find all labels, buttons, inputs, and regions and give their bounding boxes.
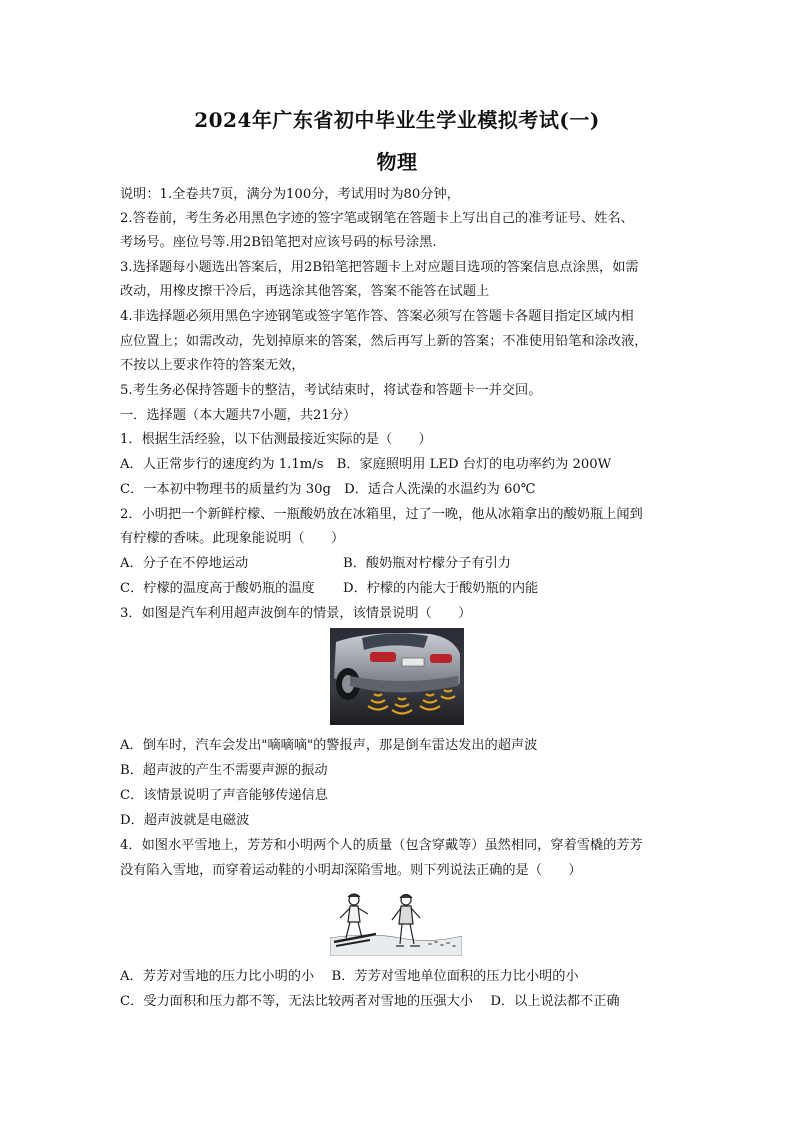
section-heading: 一．选择题（本大题共7小题，共21分） [120, 408, 357, 423]
question-3-option-b: B．超声波的产生不需要声源的振动 [120, 763, 328, 778]
question-4-stem: 没有陷入雪地，而穿着运动鞋的小明却深陷雪地。则下列说法正确的是（ ） [120, 863, 582, 878]
instruction-line: 3.选择题每小题选出答案后，用2B铅笔把答题卡上对应题目选项的答案信息点涂黑，如需 [120, 260, 639, 275]
instruction-line: 考场号。座位号等.用2B铅笔把对应该号码的标号涂黑. [120, 235, 437, 250]
question-2-option-d: D．柠檬的内能大于酸奶瓶的内能 [343, 581, 539, 596]
question-3-option-a: A．倒车时，汽车会发出"嘀嘀嘀"的警报声，那是倒车雷达发出的超声波 [120, 738, 538, 753]
car-reversing-image [330, 628, 464, 725]
question-2-option-a: A．分子在不停地运动 [120, 556, 249, 571]
question-4-stem: 4．如图水平雪地上，芳芳和小明两个人的质量（包含穿戴等）虽然相同，穿着雪橇的芳芳 [120, 838, 643, 853]
question-1-stem: 1．根据生活经验，以下估测最接近实际的是（ ） [120, 432, 432, 447]
car-ultrasonic-figure [330, 628, 464, 725]
instruction-line: 2.答卷前，考生务必用黑色字迹的签字笔或钢笔在答题卡上写出自己的准考证号、姓名、 [120, 211, 634, 226]
instruction-line: 4.非选择题必须用黑色字迹钢笔或签字笔作答、答案必须写在答题卡各题目指定区域内相 [120, 309, 634, 324]
question-2-stem: 有柠檬的香味。此现象能说明（ ） [120, 531, 345, 546]
question-1-options: A．人正常步行的速度约为 1.1m/s B．家庭照明用 LED 台灯的电功率约为 200W [120, 457, 612, 472]
question-2-option-b: B．酸奶瓶对柠檬分子有引力 [343, 556, 511, 571]
question-3-stem: 3．如图是汽车利用超声波倒车的情景，该情景说明（ ） [120, 606, 472, 621]
snow-scene-image [330, 888, 462, 956]
instruction-line: 改动，用橡皮擦干冷后，再选涂其他答案，答案不能答在试题上 [120, 284, 490, 299]
instruction-line: 不按以上要求作符的答案无效， [120, 358, 305, 373]
snow-figure [330, 888, 462, 956]
question-2-option-c: C．柠檬的温度高于酸奶瓶的温度 [120, 581, 315, 596]
question-4-options: A．芳芳对雪地的压力比小明的小 B．芳芳对雪地单位面积的压力比小明的小 [120, 969, 579, 984]
question-1-options: C．一本初中物理书的质量约为 30g D．适合人洗澡的水温约为 60℃ [120, 482, 536, 497]
question-3-option-d: D．超声波就是电磁波 [120, 813, 250, 828]
subject-title: 物理 [376, 150, 418, 174]
instruction-line: 说明：1.全卷共7页，满分为100分，考试用时为80分钟， [120, 187, 460, 202]
question-3-option-c: C．该情景说明了声音能够传递信息 [120, 788, 328, 803]
exam-title: 2024年广东省初中毕业生学业模拟考试(一) [194, 108, 600, 132]
instruction-line: 5.考生务必保持答题卡的整洁，考试结束时，将试卷和答题卡一并交回。 [120, 383, 542, 398]
question-2-stem: 2．小明把一个新鲜柠檬、一瓶酸奶放在冰箱里，过了一晚，他从冰箱拿出的酸奶瓶上闻到 [120, 507, 643, 522]
instruction-line: 应位置上；如需改动，先划掉原来的答案，然后再写上新的答案；不准使用铅笔和涂改液， [120, 334, 648, 349]
question-4-options: C．受力面积和压力都不等，无法比较两者对雪地的压强大小 D．以上说法都不正确 [120, 994, 620, 1009]
